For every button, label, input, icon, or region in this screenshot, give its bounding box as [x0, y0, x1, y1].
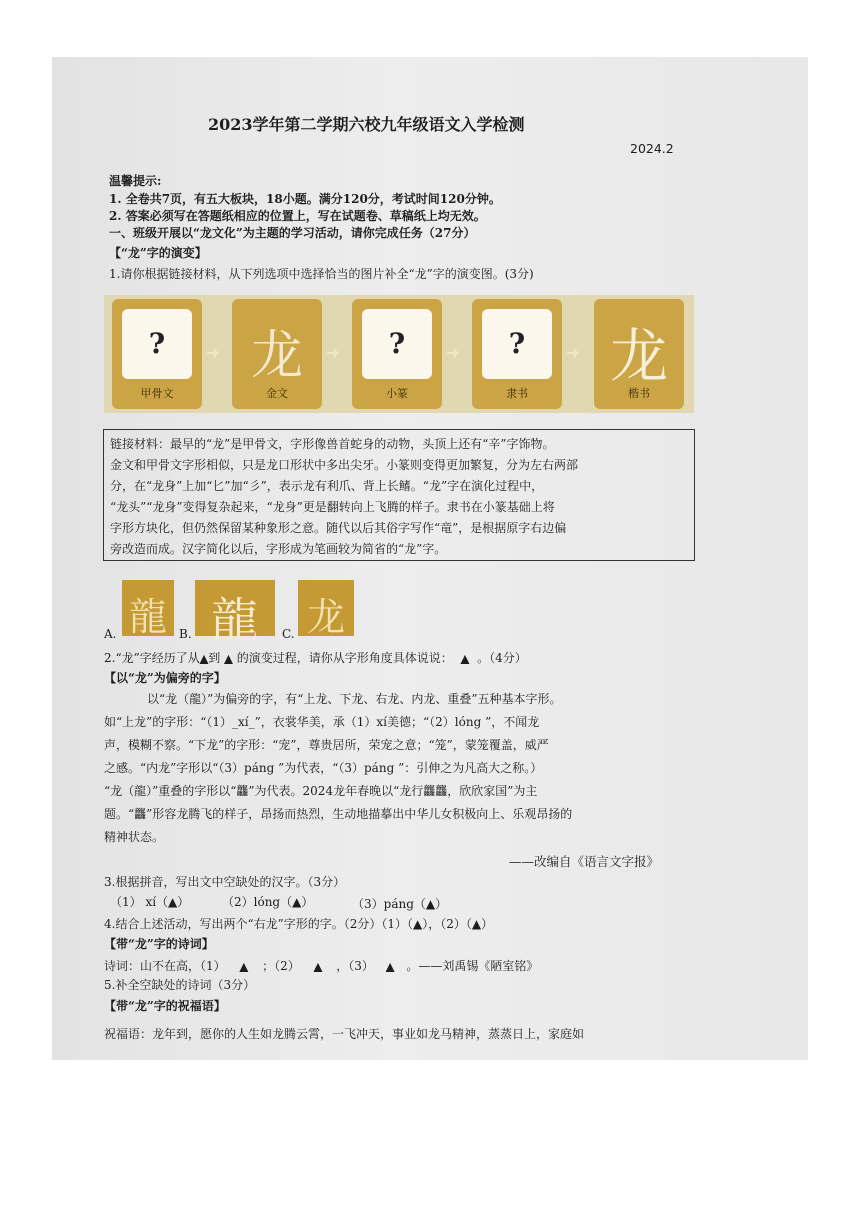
evolution-card-seal	[352, 299, 442, 409]
passage-line: “龙（龍）”重叠的字形以“龘”为代表。2024龙年春晚以“龙行龘龘，欣欣家国”为主	[104, 784, 538, 798]
evolution-card-clerical	[472, 299, 562, 409]
answer-blank: ▲	[460, 652, 470, 665]
regular-dragon-glyph: 龙	[609, 322, 668, 390]
arrow-right-icon: ➜	[566, 343, 580, 362]
question-5: 5.补全空缺处的诗词（3分）	[104, 978, 256, 992]
subsection-radical: 【以“龙”为偏旁的字】	[104, 671, 226, 685]
question-4: 4.结合上述活动，写出两个“右龙”字形的字。（2分）（1）（▲），（2）（▲）	[104, 917, 494, 931]
option-a-image	[122, 580, 174, 639]
subsection-evolution: 【“龙”字的演变】	[109, 246, 207, 260]
poem-text: ；（2）	[262, 959, 300, 973]
passage-line: 以“龙（龍）”为偏旁的字，有“上龙、下龙、右龙、内龙、重叠”五种基本字形。	[147, 692, 562, 706]
blessing-text: 祝福语：龙年到，愿你的人生如龙腾云霄，一飞冲天，事业如龙马精神，蒸蒸日上，家庭如	[104, 1027, 585, 1041]
question-1: 1.请你根据链接材料，从下列选项中选择恰当的图片补全“龙”字的演变图。(3分)	[109, 267, 534, 281]
q2-text: 的演变过程，请你从字形角度具体说说：	[236, 651, 453, 665]
clerical-dragon-glyph: 龍	[210, 593, 259, 649]
link-material-line: “龙头”“龙身”变得复杂起来，“龙身”更是翻转向上飞腾的样子。隶书在小篆基础上将	[110, 500, 555, 514]
passage-line: 声，模糊不察。“下龙”的字形：“宠”，尊贵居所，荣宠之意；“笼”，蒙笼覆盖，威严	[104, 738, 549, 752]
option-b-image	[195, 580, 275, 649]
link-material-line: 分，在“龙身”上加“匕”加“彡”，表示龙有利爪、背上长鳍。“龙”字在演化过程中，	[110, 479, 544, 493]
evolution-label: 小篆	[386, 387, 408, 400]
passage-line: 精神状态。	[104, 830, 165, 844]
answer-blank: ▲	[385, 960, 395, 973]
option-b-letter: B.	[179, 627, 192, 641]
oracle-dragon-glyph: 龙	[306, 595, 345, 639]
answer-blank: ▲	[199, 652, 209, 665]
option-c-letter: C.	[282, 627, 295, 641]
tips-line-1: 1. 全卷共7页，有五大板块，18小题。满分120分，考试时间120分钟。	[109, 192, 501, 206]
evolution-label: 金文	[266, 387, 288, 400]
passage-line: 之感。“内龙”字形以“（3）páng ”为代表，“（3）páng ”：引伸之为凡高大之称。）	[104, 761, 543, 775]
q3-item-1: （1） xí（▲）	[110, 895, 190, 909]
seal-dragon-glyph: 龍	[128, 595, 167, 639]
q3-item-2: （2）lóng（▲）	[222, 895, 314, 909]
tips-heading: 温馨提示:	[109, 174, 162, 188]
subsection-poetry: 【带“龙”字的诗词】	[104, 937, 214, 951]
link-material-line: 金文和甲骨文字形相似，只是龙口形状中多出尖牙。小篆则变得更加繁复，分为左右两部	[110, 458, 579, 472]
passage-line: 题。“龘”形容龙腾飞的样子，昂扬而热烈，生动地描摹出中华儿女积极向上、乐观昂扬的	[104, 807, 573, 821]
answer-blank: ▲	[224, 652, 233, 665]
q2-text: 。（4分）	[477, 651, 527, 665]
answer-blank: ▲	[239, 960, 249, 973]
evolution-diagram	[104, 295, 694, 413]
tips-line-2: 2. 答案必须写在答题纸相应的位置上，写在试题卷、草稿纸上均无效。	[109, 209, 486, 223]
exam-page	[52, 57, 808, 1060]
arrow-right-icon: ➜	[326, 343, 340, 362]
evolution-label: 隶书	[506, 387, 528, 400]
question-3: 3.根据拼音，写出文中空缺处的汉字。（3分）	[104, 875, 346, 889]
evolution-card-bronze	[232, 299, 322, 409]
link-material-box	[103, 429, 695, 561]
arrow-right-icon: ➜	[446, 343, 460, 362]
q3-item-3: （3）páng（▲）	[352, 897, 448, 911]
option-a-letter: A.	[104, 627, 117, 641]
evolution-card-regular	[594, 299, 684, 409]
subsection-blessing: 【带“龙”字的祝福语】	[104, 999, 226, 1013]
bronze-dragon-glyph: 龙	[250, 326, 303, 386]
question-mark-glyph: ?	[388, 327, 406, 360]
exam-title: 2023学年第二学期六校九年级语文入学检测	[208, 115, 525, 134]
poem-text: ，（3）	[336, 959, 374, 973]
question-2	[104, 649, 527, 666]
evolution-label: 楷书	[628, 387, 650, 400]
evolution-card-oracle	[112, 299, 202, 409]
evolution-label: 甲骨文	[140, 387, 174, 400]
arrow-right-icon: ➜	[206, 343, 220, 362]
link-material-line: 字形方块化，但仍然保留某种象形之意。随代以后其俗字写作“竜”，是根据原字右边偏	[110, 521, 567, 535]
passage-line: 如“上龙”的字形：“（1）_xí_”，衣裳华美，承（1）xí美德；“（2）lóng ”，不闻龙	[104, 715, 540, 729]
exam-date: 2024.2	[630, 141, 674, 156]
poem-line	[104, 957, 538, 974]
option-c-image	[298, 580, 354, 639]
link-material-line: 旁改造而成。汉字简化以后，字形成为笔画较为简省的“龙”字。	[110, 542, 447, 556]
question-mark-glyph: ?	[508, 327, 526, 360]
passage-source: ——改编自《语言文字报》	[509, 854, 660, 869]
question-mark-glyph: ?	[148, 327, 166, 360]
q2-text: 2.“龙”字经历了从	[104, 651, 200, 665]
poem-text: 。——刘禹锡《陋室铭》	[406, 959, 539, 973]
link-material-line: 链接材料：最早的“龙”是甲骨文，字形像兽首蛇身的动物，头顶上还有“辛”字饰物。	[110, 437, 555, 451]
answer-blank: ▲	[313, 960, 323, 973]
q2-text: 到	[208, 651, 221, 665]
poem-text: 诗词：山不在高，（1）	[104, 959, 226, 973]
section-1-heading: 一、班级开展以“龙文化”为主题的学习活动，请你完成任务（27分）	[109, 226, 476, 240]
